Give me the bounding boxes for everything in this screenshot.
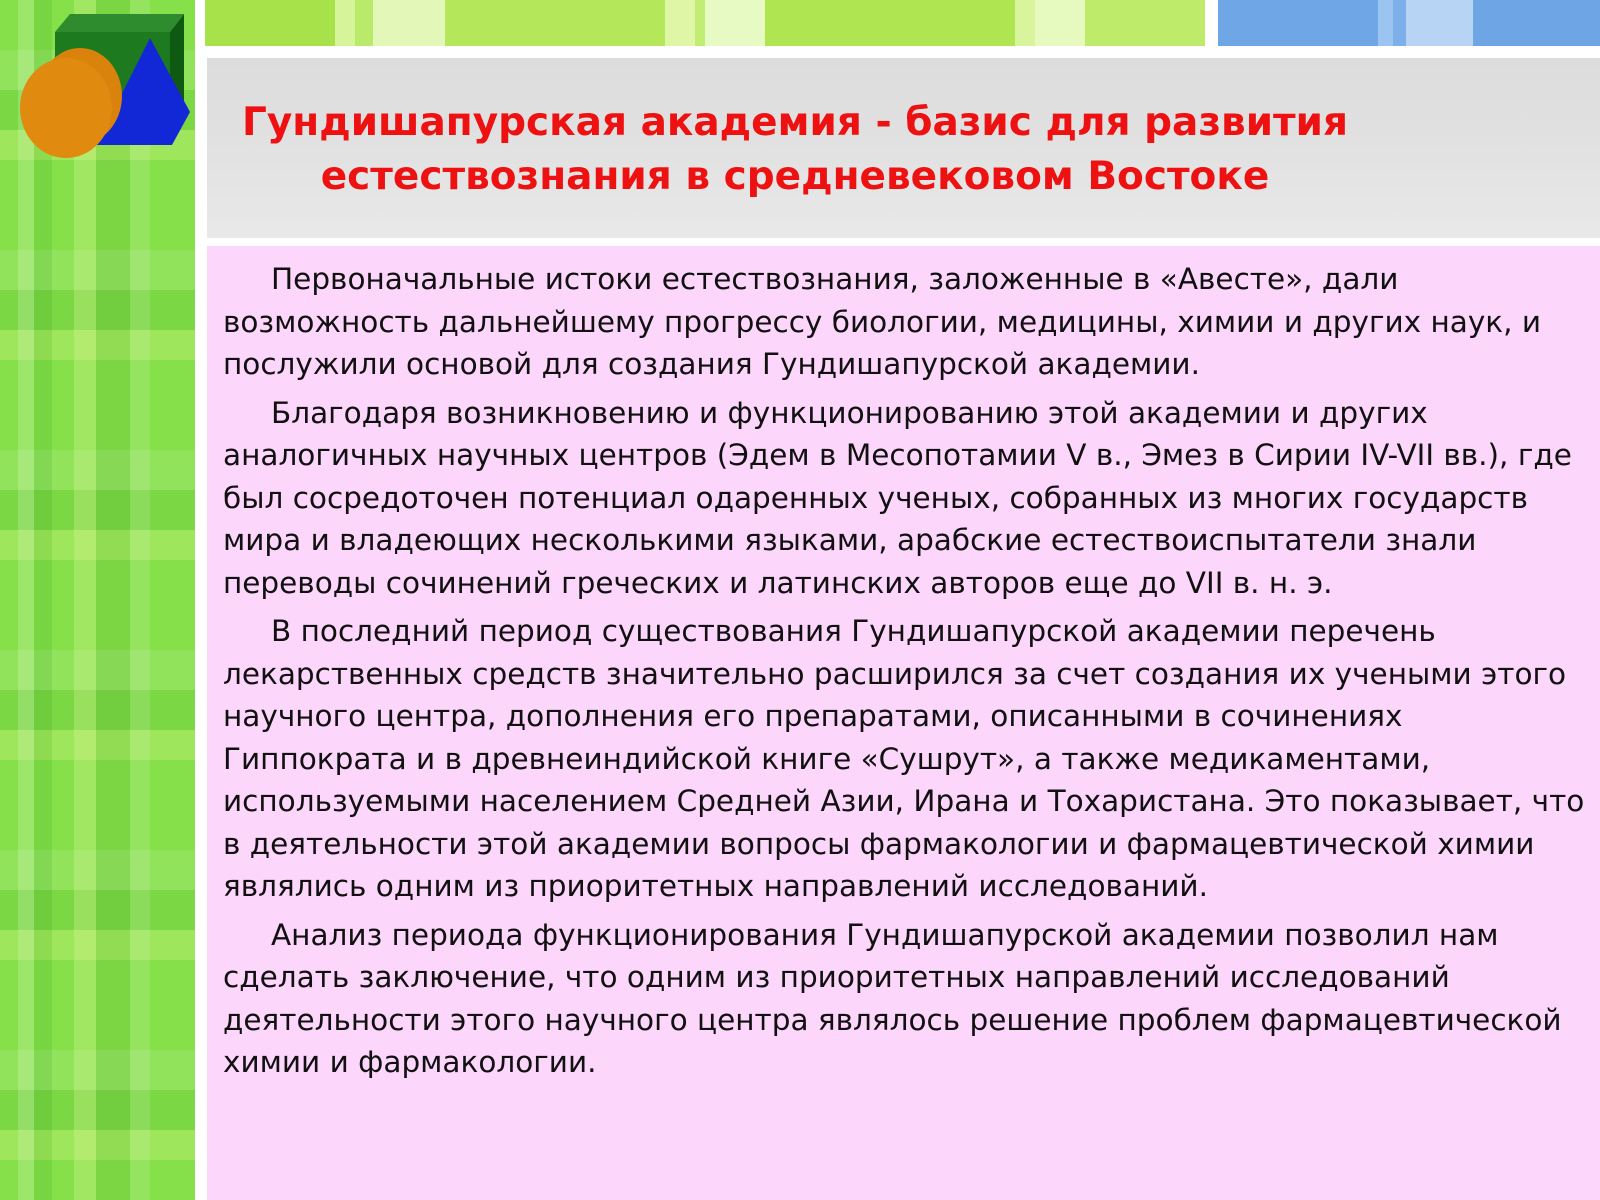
top-green-bar <box>205 0 1205 46</box>
content-panel <box>207 246 1600 1200</box>
green-cube-top <box>55 14 184 32</box>
left-decorative-band <box>0 0 195 1200</box>
logo-shapes-icon <box>0 0 200 170</box>
orange-cylinder-front <box>20 58 112 158</box>
paragraph-4: Анализ периода функционирования Гундишапурской академии позволил нам сделать заключение, что одним из приоритетных направлений исследований деятельности этого научного центра являлось решение проблем фармацевтической химии и фармакологии. <box>223 917 1562 1079</box>
paragraph-3: В последний период существования Гундишапурской академии перечень лекарственных средств значительно расширился за счет создания их учеными этого научного центра, дополнения его препаратами, описанными в сочинениях Гиппократа и в древнеиндийской книге «Сушрут», а также медикаментами, используемыми населением Средней Азии, Ирана и Тохаристана. Это показывает, что в деятельности этой академии вопросы фармакологии и фармацевтической химии являлись одним из приоритетных направлений исследований. <box>223 614 1585 903</box>
paragraph-2: Благодаря возникновению и функционированию этой академии и других аналогичных научных центров (Эдем в Месопотамии V в., Эмез в Сирии IV-VII вв.), где был сосредоточен потенциал одаренных ученых, собранных из многих государств мира и владеющих несколькими языками, арабские естествоиспытатели знали переводы сочинений греческих и латинских авторов еще до VII в. н. э. <box>223 395 1572 600</box>
paragraph-1: Первоначальные истоки естествознания, заложенные в «Авесте», дали возможность дальнейшему прогрессу биологии, медицины, химии и других наук, и послужили основой для создания Гундишапурской академии. <box>223 262 1542 381</box>
top-blue-bar <box>1218 0 1600 46</box>
slide-title: Гундишапурская академия - базис для развития естествознания в средневековом Востоке <box>241 100 1348 199</box>
left-divider <box>195 0 205 1200</box>
